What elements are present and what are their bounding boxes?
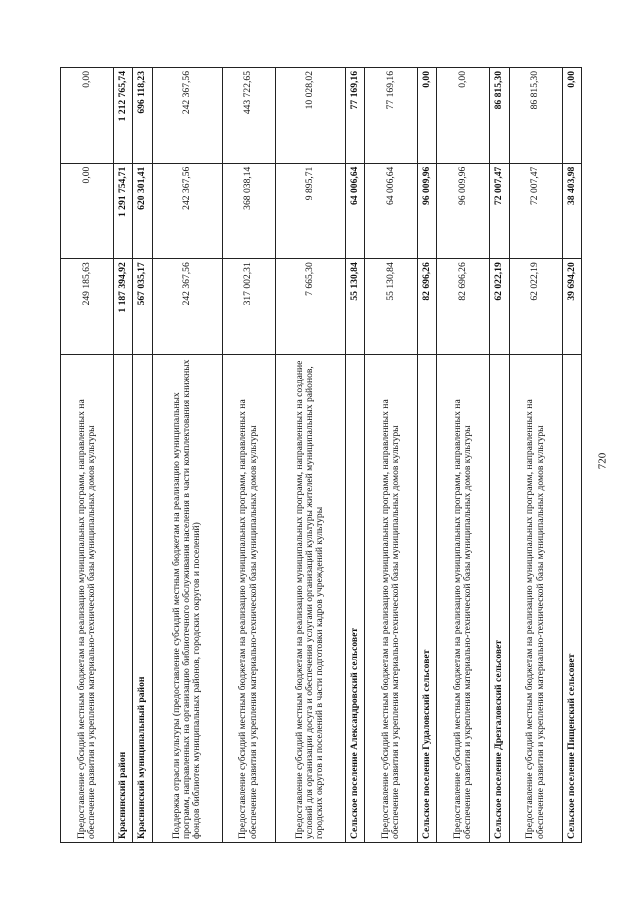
row-value-2019-cell: 620 301,41 <box>133 163 152 259</box>
row-value-2020-cell: 1 212 765,74 <box>114 68 133 164</box>
table-row <box>275 68 345 843</box>
row-value-2020-cell: 0,00 <box>417 68 436 164</box>
table-row <box>417 68 436 843</box>
row-value-2019-cell: 0,00 <box>61 163 114 259</box>
row-value-2019-cell: 72 007,47 <box>490 163 509 259</box>
row-name-cell: Предоставление субсидий местным бюджетам на реализацию муниципальных программ, направленных на обеспечение развития и укрепления материально-технической базы муниципальных домов культуры <box>61 354 114 842</box>
budget-table <box>60 67 582 843</box>
row-name-cell: Предоставление субсидий местным бюджетам на реализацию муниципальных программ, направленных на обеспечение развития и укрепления материально-технической базы муниципальных домов культуры <box>364 354 417 842</box>
row-value-2019-cell: 72 007,47 <box>509 163 562 259</box>
table-row <box>152 68 222 843</box>
row-name-cell: Предоставление субсидий местным бюджетам на реализацию муниципальных программ, направленных на обеспечение развития и укрепления материально-технической базы муниципальных домов культуры <box>222 354 275 842</box>
row-value-2018-cell: 249 185,63 <box>61 259 114 355</box>
row-name-cell: Сельское поселение Гудаловский сельсовет <box>417 354 436 842</box>
row-value-2019-cell: 1 291 754,71 <box>114 163 133 259</box>
row-value-2018-cell: 62 022,19 <box>490 259 509 355</box>
row-value-2020-cell: 77 169,16 <box>345 68 364 164</box>
table-row <box>490 68 509 843</box>
row-value-2020-cell: 86 815,30 <box>509 68 562 164</box>
table-row <box>133 68 152 843</box>
row-value-2020-cell: 0,00 <box>437 68 490 164</box>
table-holder <box>60 67 582 843</box>
table-row <box>61 68 114 843</box>
row-value-2019-cell: 64 006,64 <box>364 163 417 259</box>
row-value-2019-cell: 368 038,14 <box>222 163 275 259</box>
row-name-cell: Сельское поселение Пищенский сельсовет <box>562 354 581 842</box>
row-value-2018-cell: 7 665,30 <box>275 259 345 355</box>
row-value-2019-cell: 96 009,96 <box>437 163 490 259</box>
row-value-2018-cell: 82 696,26 <box>417 259 436 355</box>
row-name-cell: Краснинский район <box>114 354 133 842</box>
table-row <box>364 68 417 843</box>
row-value-2018-cell: 62 022,19 <box>509 259 562 355</box>
row-value-2020-cell: 696 118,23 <box>133 68 152 164</box>
row-name-cell: Краснинский муниципальный район <box>133 354 152 842</box>
table-row <box>509 68 562 843</box>
budget-table-body <box>61 68 582 843</box>
row-value-2018-cell: 567 035,17 <box>133 259 152 355</box>
row-value-2019-cell: 9 895,71 <box>275 163 345 259</box>
row-value-2020-cell: 443 722,65 <box>222 68 275 164</box>
row-value-2019-cell: 96 009,96 <box>417 163 436 259</box>
row-value-2020-cell: 86 815,30 <box>490 68 509 164</box>
row-value-2018-cell: 55 130,84 <box>364 259 417 355</box>
row-value-2019-cell: 64 006,64 <box>345 163 364 259</box>
row-value-2018-cell: 39 694,20 <box>562 259 581 355</box>
row-value-2019-cell: 38 403,98 <box>562 163 581 259</box>
table-row <box>437 68 490 843</box>
row-name-cell: Предоставление субсидий местным бюджетам на реализацию муниципальных программ, направленных на обеспечение развития и укрепления материально-технической базы муниципальных домов культуры <box>437 354 490 842</box>
table-row <box>222 68 275 843</box>
row-value-2018-cell: 242 367,56 <box>152 259 222 355</box>
row-name-cell: Предоставление субсидий местным бюджетам на реализацию муниципальных программ, направленных на обеспечение развития и укрепления материально-технической базы муниципальных домов культуры <box>509 354 562 842</box>
row-value-2020-cell: 242 367,56 <box>152 68 222 164</box>
row-value-2020-cell: 77 169,16 <box>364 68 417 164</box>
page-number: 720 <box>596 452 609 470</box>
row-name-cell: Сельское поселение Дрезгаловский сельсовет <box>490 354 509 842</box>
row-value-2018-cell: 82 696,26 <box>437 259 490 355</box>
row-value-2020-cell: 0,00 <box>562 68 581 164</box>
row-value-2020-cell: 0,00 <box>61 68 114 164</box>
row-name-cell: Поддержка отрасли культуры (предоставление субсидий местным бюджетам на реализацию муниципальных программ, направленных на организацию библиотечного обслуживания населения в части комплектования книжных фондов библиотек муниципальных районов, городских округов и поселений) <box>152 354 222 842</box>
row-value-2018-cell: 317 002,31 <box>222 259 275 355</box>
row-name-cell: Сельское поселение Александровский сельсовет <box>345 354 364 842</box>
table-row <box>345 68 364 843</box>
table-row <box>114 68 133 843</box>
row-value-2019-cell: 242 367,56 <box>152 163 222 259</box>
table-row <box>562 68 581 843</box>
row-value-2018-cell: 55 130,84 <box>345 259 364 355</box>
rotated-table-container <box>60 67 582 843</box>
row-name-cell: Предоставление субсидий местным бюджетам на реализацию муниципальных программ, направленных на создание условий для организации досуга и обеспечения услугами организаций культуры жителей муниципальных районов, городских округов и поселений в части подготовки кадров учреждений культуры <box>275 354 345 842</box>
row-value-2020-cell: 10 028,02 <box>275 68 345 164</box>
row-value-2018-cell: 1 187 394,92 <box>114 259 133 355</box>
